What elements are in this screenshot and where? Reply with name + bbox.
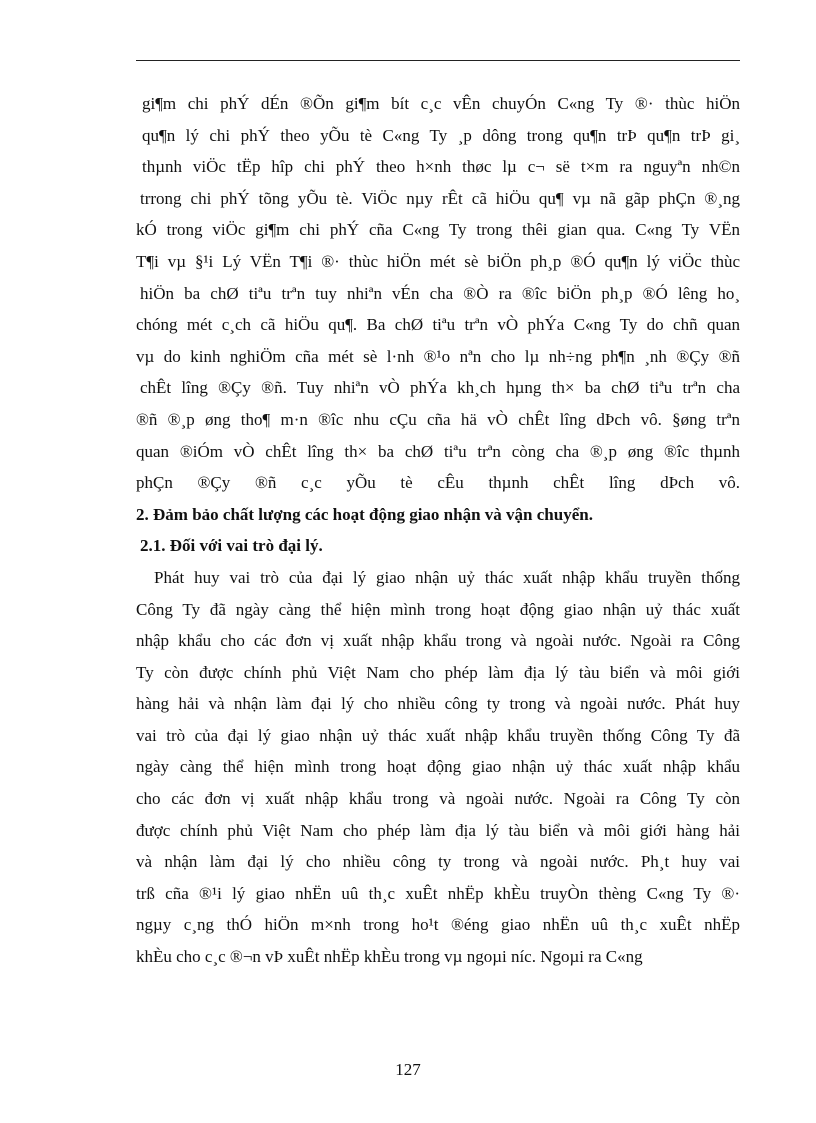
text-line: ngµy c¸ng thÓ hiÖn m×nh trong ho¹t ®éng giao nhËn uû th¸c xuÊt nhËp	[136, 915, 740, 935]
text-line: khÈu cho c¸c ®¬n vÞ xuÊt nhËp khÈu trong vµ ngoµi níc. Ngoµi ra C«ng	[136, 947, 643, 967]
text-line: gi¶m chi phÝ dÉn ®Õn gi¶m bít c¸c vÊn chuyÓn C«ng Ty ®· thùc hiÖn	[142, 94, 740, 113]
text-line: quan ®iÓm vÒ chÊt lîng th× ba chØ tiªu trªn còng cha ®¸p øng ®îc thµnh	[136, 441, 740, 461]
header-rule	[136, 60, 740, 61]
text-line: hàng hải và nhận làm đại lý cho nhiều công ty trong và ngoài nước. Phát huy	[136, 694, 740, 714]
text-line: Phát huy vai trò của đại lý giao nhận uỷ thác xuất nhập khẩu truyền thống	[154, 567, 740, 587]
text-line: kÓ trong viÖc gi¶m chi phÝ cña C«ng Ty trong thêi gian qua. C«ng Ty VËn	[136, 220, 740, 240]
text-line: qu¶n lý chi phÝ theo yÕu tè C«ng Ty ¸p dông trong qu¶n trÞ qu¶n trÞ gi¸	[142, 125, 740, 145]
text-line: và nhận làm đại lý cho nhiều công ty trong và ngoài nước. Ph¸t huy vai	[136, 852, 740, 872]
text-line: nhập khẩu cho các đơn vị xuất nhập khẩu trong và ngoài nước. Ngoài ra Công	[136, 631, 740, 651]
section-heading: 2. Đảm bảo chất lượng các hoạt động giao nhận và vận chuyển.	[136, 504, 593, 524]
text-line: thµnh viÖc tËp hîp chi phÝ theo h×nh thøc lµ c¬ së t×m ra nguyªn nh©n	[142, 157, 740, 177]
text-line: cho các đơn vị xuất nhập khẩu trong và ngoài nước. Ngoài ra Công Ty còn	[136, 789, 740, 809]
text-line: ®ñ ®¸p øng tho¶ m·n ®îc nhu cÇu cña hä vÒ chÊt lîng dÞch vô. §øng trªn	[136, 409, 740, 429]
text-line: ngày càng thể hiện mình trong hoạt động giao nhận uỷ thác xuất nhập khẩu	[136, 757, 740, 777]
text-line: Công Ty đã ngày càng thể hiện mình trong hoạt động giao nhận uỷ thác xuất	[136, 599, 740, 619]
text-line: T¶i vµ §¹i Lý VËn T¶i ®· thùc hiÖn mét sè biÖn ph¸p ®Ó qu¶n lý viÖc thùc	[136, 251, 740, 271]
text-line: trß cña ®¹i lý giao nhËn uû th¸c xuÊt nhËp khÈu truyÒn thèng C«ng Ty ®·	[136, 883, 740, 903]
section-heading: 2.1. Đối với vai trò đại lý.	[140, 536, 323, 556]
text-line: chÊt lîng ®Çy ®ñ. Tuy nhiªn vÒ phÝa kh¸ch hµng th× ba chØ tiªu trªn cha	[140, 378, 740, 398]
text-line: vµ do kinh nghiÖm cña mét sè l·nh ®¹o nªn cho lµ nh÷ng ph¶n ¸nh ®Çy ®ñ	[136, 346, 740, 366]
page-number: 127	[395, 1060, 421, 1079]
body-text	[136, 88, 740, 973]
text-line: hiÖn ba chØ tiªu trªn tuy nhiªn vÉn cha ®Ò ra ®îc biÖn ph¸p ®Ó lêng ho¸	[140, 283, 740, 303]
text-line: vai trò của đại lý giao nhận uỷ thác xuất nhập khẩu truyền thống Công Ty đã	[136, 725, 740, 745]
text-line: được chính phủ Việt Nam cho phép làm địa lý tàu biển và môi giới hàng hải	[136, 820, 740, 840]
text-line: Ty còn được chính phủ Việt Nam cho phép làm địa lý tàu biển và môi giới	[136, 662, 740, 682]
text-line: phÇn ®Çy ®ñ c¸c yÕu tè cÊu thµnh chÊt lîng dÞch vô.	[136, 473, 740, 493]
text-line: chóng mét c¸ch cã hiÖu qu¶. Ba chØ tiªu trªn vÒ phÝa C«ng Ty do chñ quan	[136, 315, 740, 335]
text-line: trrong chi phÝ tõng yÕu tè. ViÖc nµy rÊt cã hiÖu qu¶ vµ nã gãp phÇn ®¸ng	[140, 188, 740, 208]
